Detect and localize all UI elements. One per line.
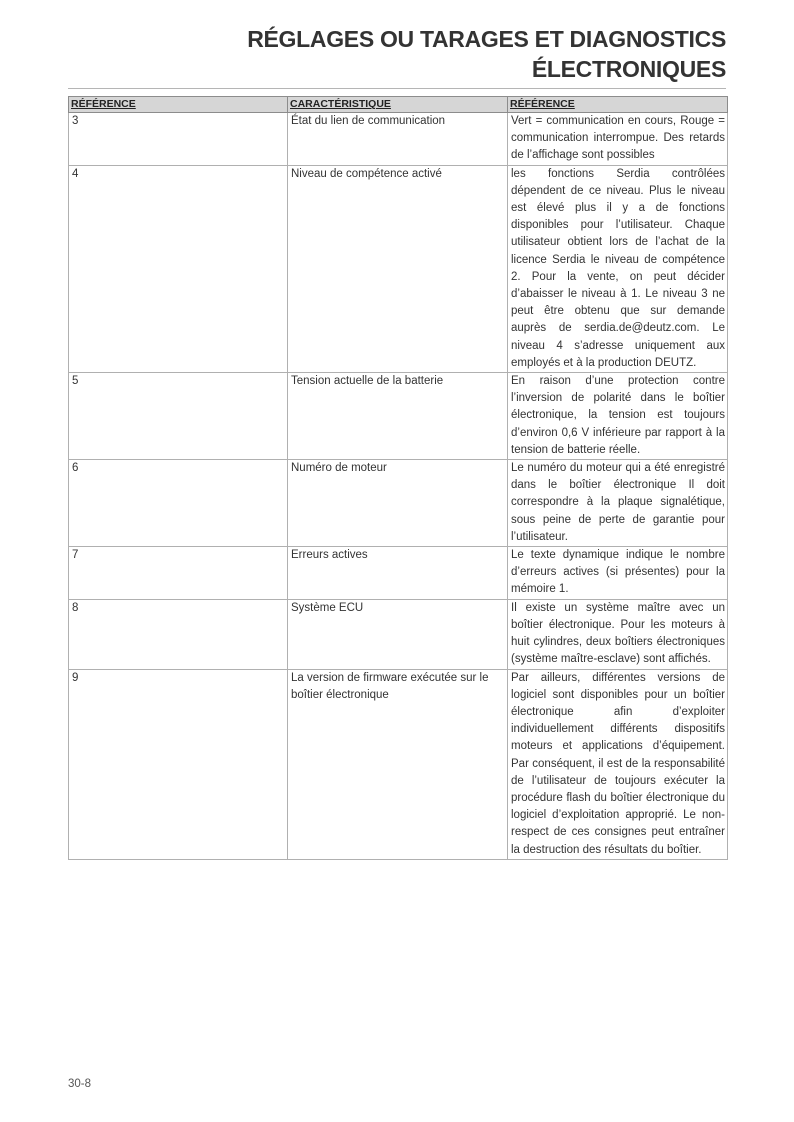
table-row: [69, 599, 728, 669]
table-header: [69, 97, 728, 113]
row-reference: 8: [69, 599, 288, 669]
table-row: [69, 165, 728, 372]
table-header-row: [69, 97, 728, 113]
row-description: Le numéro du moteur qui a été enregistré dans le boîtier électronique Il doit correspondre à la plaque signalétique, sous peine de perte de garantie pour l’utilisateur.: [508, 460, 728, 547]
row-description: Le texte dynamique indique le nombre d’erreurs actives (si présentes) pour la mémoire 1.: [508, 547, 728, 600]
table-row: [69, 460, 728, 547]
row-description: Par ailleurs, différentes versions de logiciel sont disponibles pour un boîtier électronique afin d’exploiter individuellement différents dispositifs moteurs et applications d’équipement. Par conséquent, il est de la responsabilité de l’utilisateur de toujours exécuter la procédure flash du boîtier électronique du logiciel d’exploitation approprié. Le non-respect de ces consignes peut entraîner la destruction des résultats du boîtier.: [508, 669, 728, 859]
row-characteristic: Tension actuelle de la batterie: [288, 373, 508, 460]
table-row: [69, 669, 728, 859]
row-characteristic: Niveau de compétence activé: [288, 165, 508, 372]
title-divider: [68, 88, 726, 89]
header-characteristic: CARACTÉRISTIQUE: [288, 97, 508, 113]
row-reference: 7: [69, 547, 288, 600]
row-reference: 4: [69, 165, 288, 372]
row-description: les fonctions Serdia contrôlées dépendent de ce niveau. Plus le niveau est élevé plus il y a de fonctions disponibles pour l’utilisateur. Chaque utilisateur obtient lors de l’achat de la licence Serdia le niveau de compétence 2. Pour la vente, on peut décider d’abaisser le niveau à 1. Le niveau 3 ne peut être obtenu que sur demande auprès de serdia.de@deutz.com. Le niveau 4 s’adresse uniquement aux employés et à la production DEUTZ.: [508, 165, 728, 372]
row-characteristic: Erreurs actives: [288, 547, 508, 600]
row-reference: 5: [69, 373, 288, 460]
row-characteristic: Système ECU: [288, 599, 508, 669]
header-reference: RÉFÉRENCE: [69, 97, 288, 113]
table-row: [69, 113, 728, 166]
table-row: [69, 373, 728, 460]
table-row: [69, 547, 728, 600]
row-description: En raison d’une protection contre l’inversion de polarité dans le boîtier électronique, la tension est toujours d’environ 0,6 V inférieure par rapport à la tension de batterie réelle.: [508, 373, 728, 460]
table-body: [69, 113, 728, 860]
row-description: Vert = communication en cours, Rouge = communication interrompue. Des retards de l’affichage sont possibles: [508, 113, 728, 166]
row-characteristic: État du lien de communication: [288, 113, 508, 166]
page-title-line-2: ÉLECTRONIQUES: [531, 56, 726, 82]
row-characteristic: La version de firmware exécutée sur le boîtier électronique: [288, 669, 508, 859]
page-number: 30-8: [68, 1078, 92, 1090]
row-reference: 6: [69, 460, 288, 547]
row-reference: 3: [69, 113, 288, 166]
reference-table: [68, 96, 728, 860]
header-description: RÉFÉRENCE: [508, 97, 728, 113]
page-title: [247, 24, 726, 84]
page-title-line-1: RÉGLAGES OU TARAGES ET DIAGNOSTICS: [247, 26, 726, 52]
row-description: Il existe un système maître avec un boîtier électronique. Pour les moteurs à huit cylindres, deux boîtiers électroniques (système maître-esclave) sont affichés.: [508, 599, 728, 669]
row-characteristic: Numéro de moteur: [288, 460, 508, 547]
row-reference: 9: [69, 669, 288, 859]
